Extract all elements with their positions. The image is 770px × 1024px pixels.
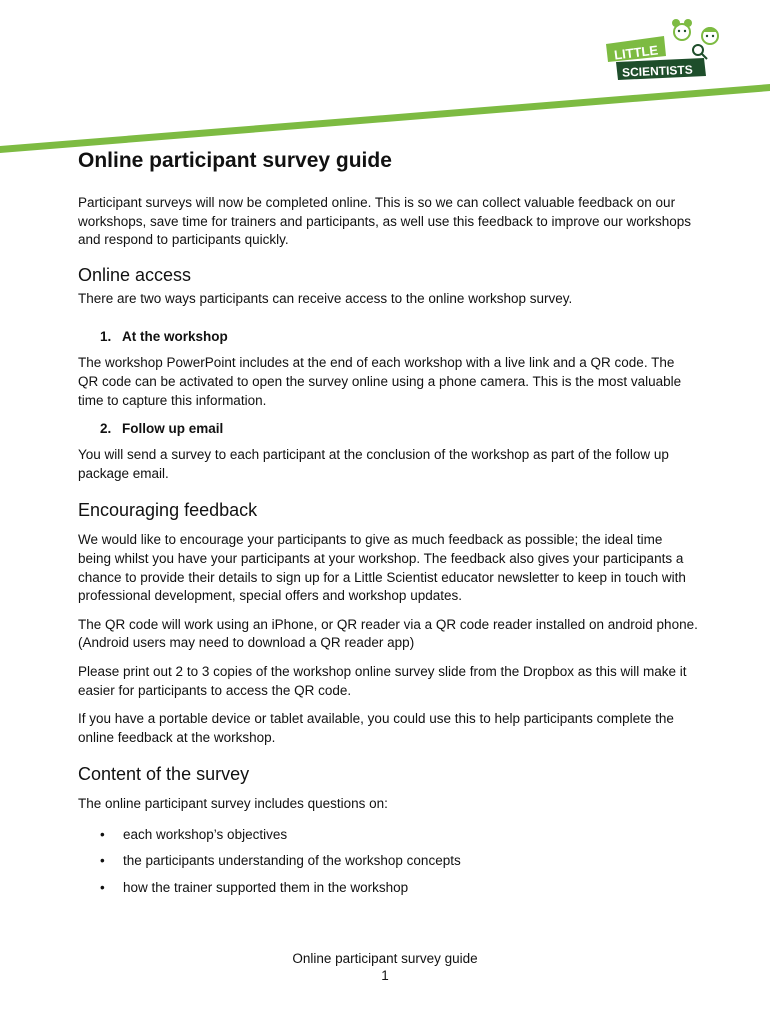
footer-title: Online participant survey guide xyxy=(292,951,478,966)
online-access-lead: There are two ways participants can receive access to the online workshop survey. xyxy=(78,290,573,306)
survey-topics-list xyxy=(78,826,698,897)
content-lead: The online participant survey includes questions on: xyxy=(78,796,388,812)
bullet-icon: • xyxy=(100,880,105,896)
kids-illustration-icon xyxy=(672,19,718,59)
item-number: 1. xyxy=(100,329,112,345)
item-number: 2. xyxy=(100,421,112,437)
numbered-item-1 xyxy=(78,328,698,346)
numbered-item-2 xyxy=(78,420,698,438)
page-footer xyxy=(0,950,770,984)
intro-paragraph: Participant surveys will now be completed online. This is so we can collect valuable feedback on our workshops, save time for trainers and participants, as well use this feedback to improve our workshops and respond to participants quickly. xyxy=(78,195,692,248)
encouraging-paragraph: Please print out 2 to 3 copies of the workshop online survey slide from the Dropbox as this will make it easier for participants to access the QR code. xyxy=(78,663,687,698)
section-content-of-survey xyxy=(78,763,698,897)
item-label: Follow up email xyxy=(122,421,224,437)
page-number: 1 xyxy=(381,968,389,983)
section-encouraging-feedback xyxy=(78,499,698,747)
list-item xyxy=(78,852,698,870)
list-item xyxy=(78,879,698,897)
encouraging-paragraph: We would like to encourage your participants to give as much feedback as possible; the ideal time being whilst you have your participants at your workshop. The feedback also gives your participants a chance to provide their details to sign up for a Little Scientist educator newsletter to keep in touch with professional development, special offers and workshop updates. xyxy=(78,532,686,604)
list-item-text: each workshop’s objectives xyxy=(123,826,288,842)
bullet-icon: • xyxy=(100,826,105,842)
page-title: Online participant survey guide xyxy=(78,149,392,172)
logo-word-little: LITTLE xyxy=(613,42,659,63)
encouraging-paragraph: If you have a portable device or tablet available, you could use this to help participants complete the online feedback at the workshop. xyxy=(78,711,674,745)
bullet-icon: • xyxy=(100,853,105,869)
list-item xyxy=(78,826,698,844)
little-scientists-logo xyxy=(600,14,730,84)
list-item-text: the participants understanding of the workshop concepts xyxy=(123,853,461,869)
heading-encouraging-feedback: Encouraging feedback xyxy=(78,500,258,521)
item-label: At the workshop xyxy=(122,329,228,345)
document-body xyxy=(78,148,698,906)
item-2-text: You will send a survey to each participant at the conclusion of the workshop as part of the follow up package email. xyxy=(78,447,669,481)
section-online-access xyxy=(78,264,698,484)
item-1-text: The workshop PowerPoint includes at the end of each workshop with a live link and a QR code. The QR code can be activated to open the survey online using a phone camera. This is the most valuable time to capture this information. xyxy=(78,355,682,408)
list-item-text: how the trainer supported them in the workshop xyxy=(123,880,409,896)
heading-content-of-survey: Content of the survey xyxy=(78,764,250,785)
heading-online-access: Online access xyxy=(78,264,192,285)
encouraging-paragraph: The QR code will work using an iPhone, or QR reader via a QR code reader installed on android phone. (Android users may need to download a QR reader app) xyxy=(78,616,698,651)
logo-word-scientists: SCIENTISTS xyxy=(621,62,694,80)
